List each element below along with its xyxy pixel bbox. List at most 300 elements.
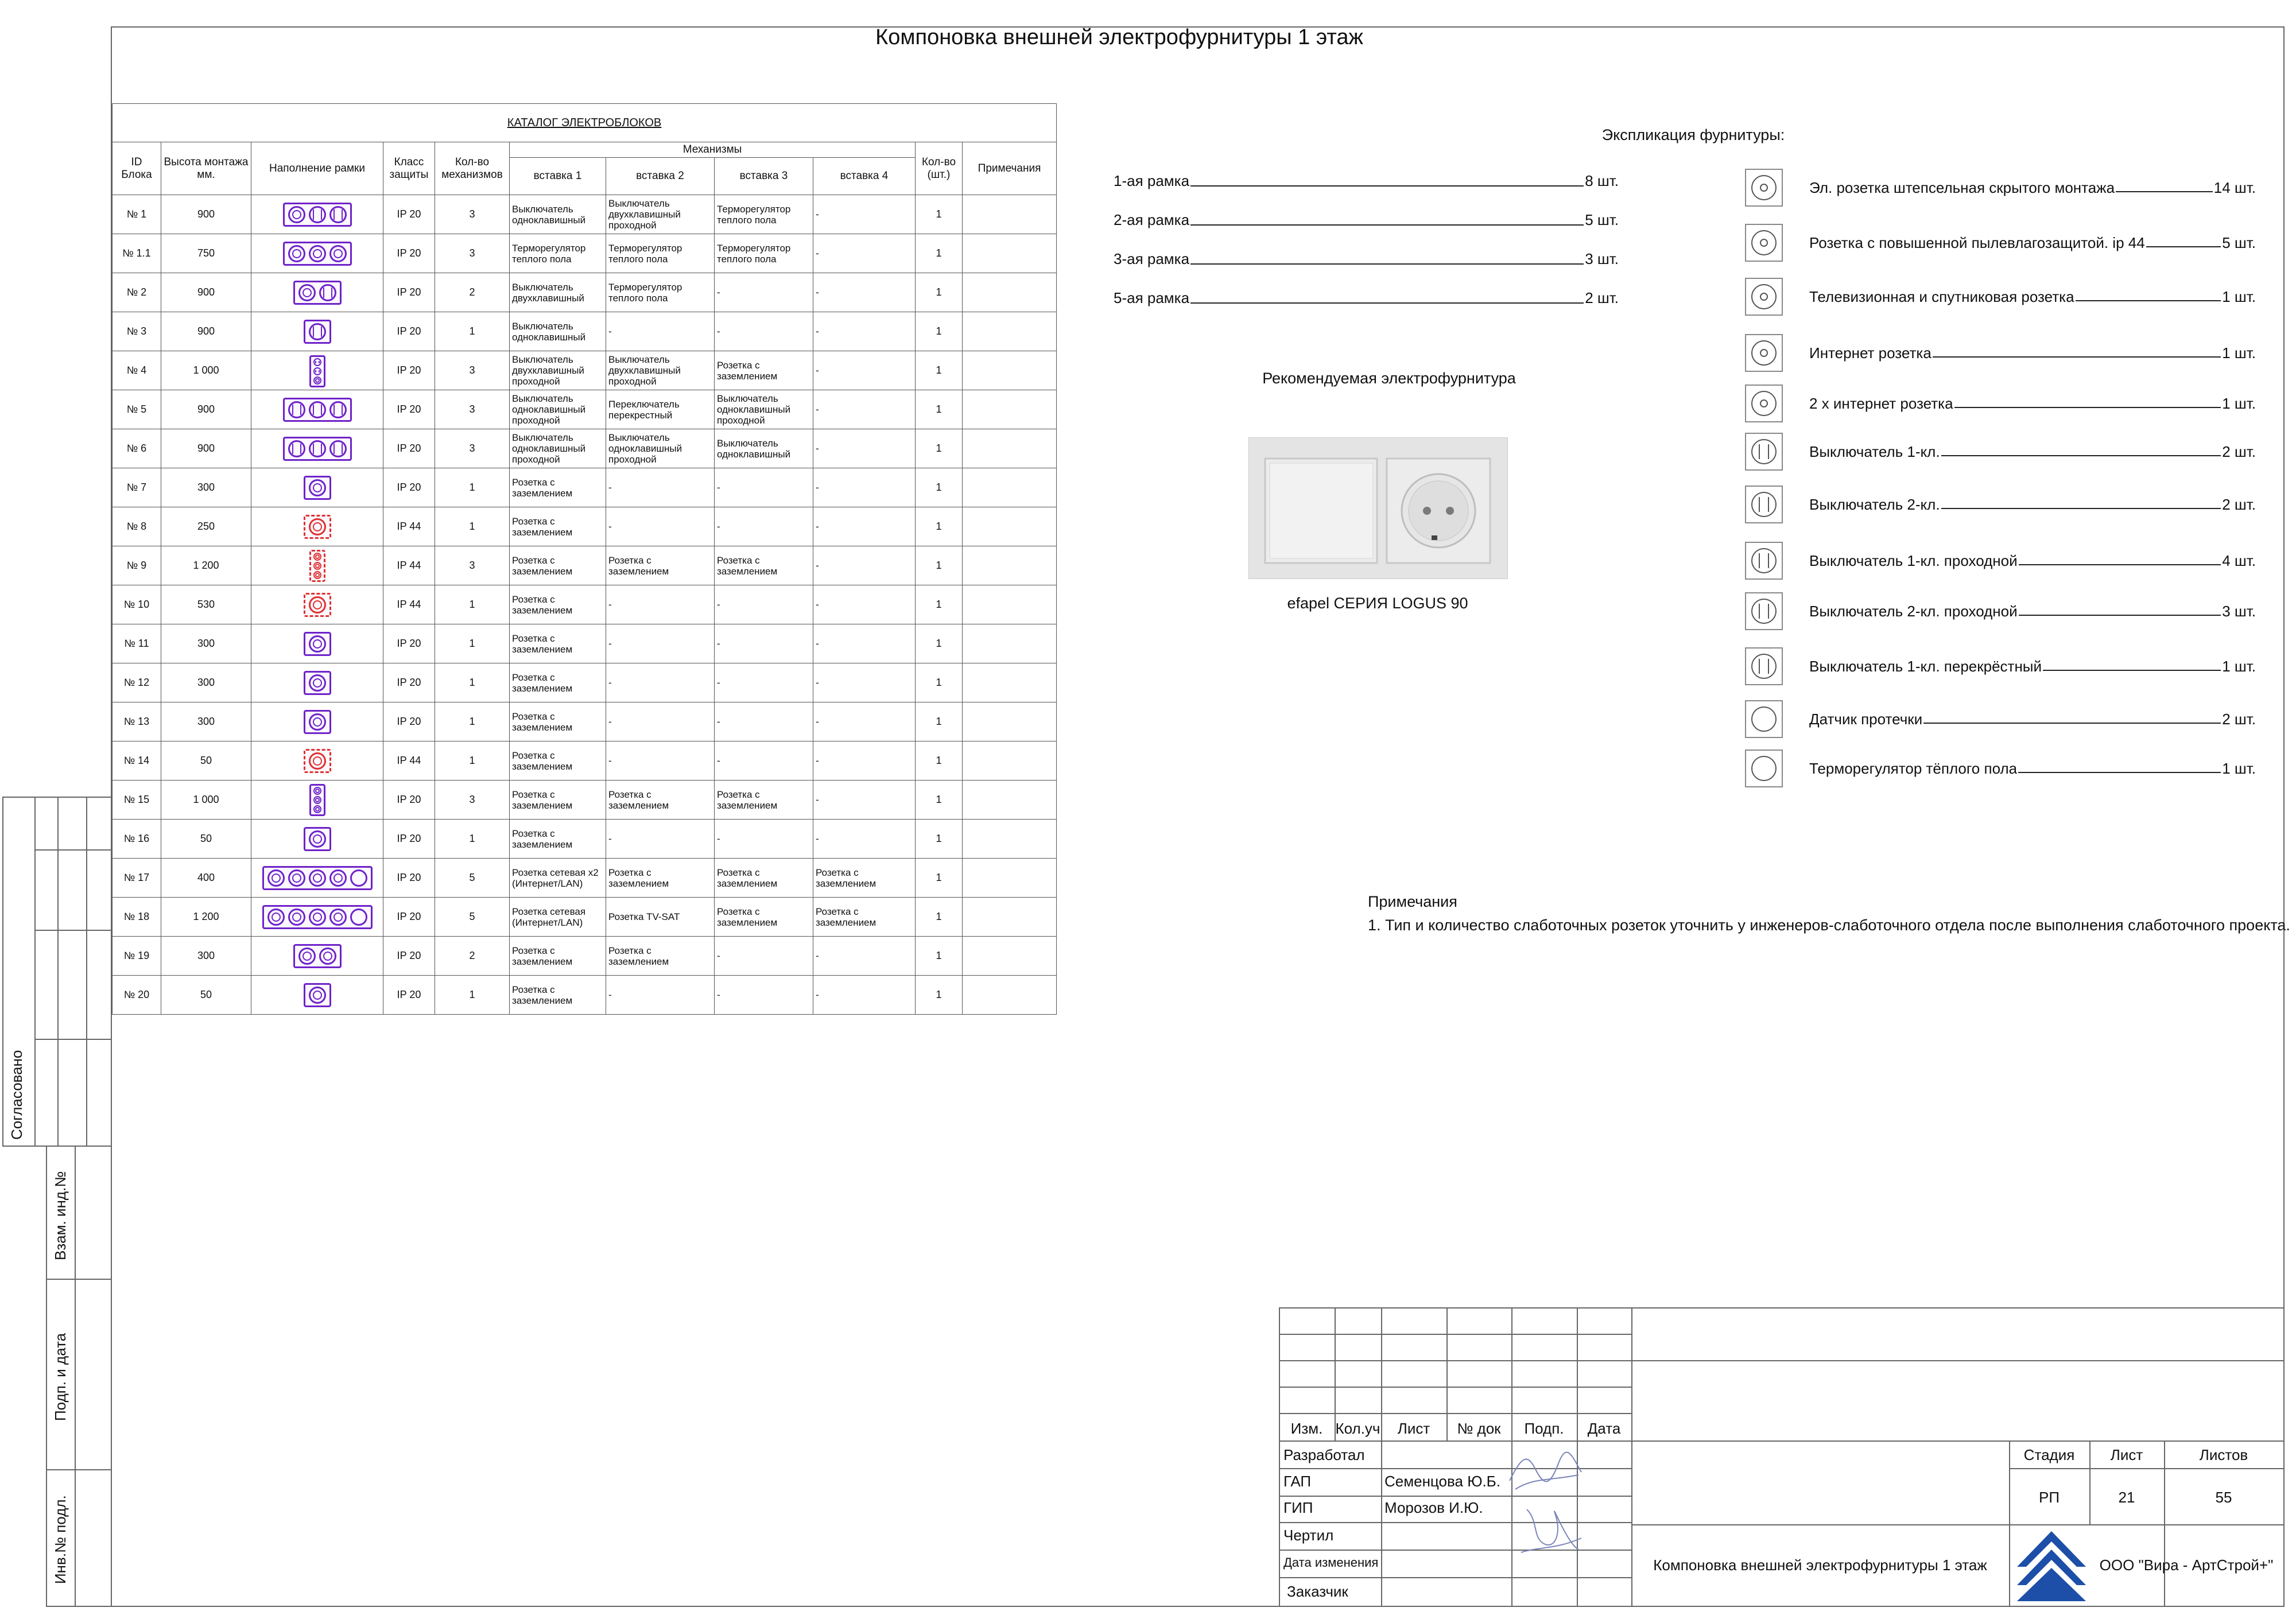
cell-ip: IP 20 [383,663,435,702]
blank-icon [350,908,367,926]
explication-label: Выключатель 2-кл. проходной [1809,602,2018,620]
col-notes: Примечания [963,142,1057,195]
socket-icon [309,479,326,496]
cell-m1: Розетка с заземлением [510,741,606,781]
leader-line [2019,564,2221,565]
cell-m2: Переключатель перекрестный [606,390,715,429]
cell-ip: IP 20 [383,468,435,507]
cell-m1: Выключатель одноклавишный проходной [510,390,606,429]
socket-icon [309,752,326,770]
explication-label: Телевизионная и спутниковая розетка [1809,288,2074,305]
socket-icon [313,571,321,579]
switch-icon [313,367,321,375]
tb-role-drew: Чертил [1283,1527,1334,1544]
cell-ip: IP 44 [383,546,435,585]
cell-count: 1 [435,585,510,624]
sheet-title: Компоновка внешней электрофурнитуры 1 этаж [875,25,1363,49]
cell-m1: Розетка с заземлением [510,702,606,741]
cell-m3: - [715,820,813,859]
cell-note [963,859,1057,898]
cell-note [963,781,1057,820]
cell-m1: Выключатель двухклавишный [510,273,606,312]
explication-label: Датчик протечки [1809,710,1923,728]
cell-height: 50 [161,820,251,859]
cell-ip: IP 20 [383,976,435,1015]
cell-id: № 14 [113,741,161,781]
cell-height: 300 [161,937,251,976]
internet-socket-icon [1745,334,1783,372]
floor-thermostat-icon [1745,750,1783,787]
explication-item [1745,484,2256,525]
switch-icon [313,358,321,366]
cell-m2: - [606,741,715,781]
cell-id: № 4 [113,351,161,390]
catalog-row [113,390,1057,429]
cell-m3: - [715,468,813,507]
company-logo [2014,1527,2089,1602]
cell-count: 5 [435,859,510,898]
leader-line [1941,508,2221,509]
cell-m4: - [813,546,916,585]
col-class: Класс защиты [383,142,435,195]
leader-line [1933,356,2221,358]
cell-m4: - [813,390,916,429]
cell-m1: Выключатель одноклавишный [510,312,606,351]
switch-1-pass-icon [1745,542,1783,580]
side-agreed: Согласовано [8,1050,25,1140]
cell-m1: Розетка с заземлением [510,781,606,820]
frames-summary-qty: 5 шт. [1585,211,1619,228]
frame-icon [309,355,325,387]
leader-line [2043,670,2221,671]
signature-gap [1504,1446,1584,1498]
frame-icon [309,784,325,816]
explication-item [1745,333,2256,373]
sheet-right-border [2283,26,2285,1606]
cell-frame [251,312,383,351]
cell-frame [251,390,383,429]
socket-icon [309,869,326,887]
cell-count: 3 [435,351,510,390]
tb-sheet-label: Лист [2110,1446,2143,1463]
cell-m3: Выключатель одноклавишный [715,429,813,468]
catalog-row [113,741,1057,781]
cell-m2: - [606,702,715,741]
blank-icon [350,869,367,887]
explication-title: Экспликация фурнитуры: [1601,126,1785,143]
cell-m1: Розетка с заземлением [510,976,606,1015]
socket-icon [267,908,285,926]
tb-col-list: Лист [1397,1420,1430,1437]
frame-icon [304,983,331,1007]
cell-m4: - [813,741,916,781]
cell-m4: - [813,351,916,390]
cell-m4: - [813,195,916,234]
cell-qty: 1 [916,624,963,663]
cell-id: № 11 [113,624,161,663]
cell-id: № 9 [113,546,161,585]
tb-drawing-title: Компоновка внешней электрофурнитуры 1 этаж [1653,1556,1987,1574]
side-replace-inv: Взам. инд.№ [52,1171,69,1260]
cell-m4: - [813,273,916,312]
cell-frame [251,507,383,546]
explication-qty: 1 шт. [2222,288,2256,305]
cell-note [963,507,1057,546]
socket-icon [319,948,336,965]
cell-m3: Розетка с заземлением [715,859,813,898]
frame-icon [304,749,331,773]
socket-icon [329,869,347,887]
cell-m2: Розетка с заземлением [606,781,715,820]
switch-icon [329,401,347,418]
cell-m3: - [715,273,813,312]
cell-m4: - [813,429,916,468]
leader-line [2116,191,2213,192]
cell-note [963,234,1057,273]
switch-icon [329,440,347,457]
cell-height: 250 [161,507,251,546]
sheet-bottom-border [46,1606,2285,1607]
socket-ip44-icon [1745,224,1783,262]
cell-m3: - [715,741,813,781]
cell-qty: 1 [916,663,963,702]
explication-qty: 5 шт. [2222,234,2256,251]
cell-qty: 1 [916,741,963,781]
socket-icon [288,869,305,887]
catalog-row [113,234,1057,273]
cell-note [963,546,1057,585]
cell-height: 300 [161,624,251,663]
cell-qty: 1 [916,429,963,468]
frame-icon [283,398,352,422]
socket-icon [267,869,285,887]
frames-summary-label: 1-ая рамка [1114,172,1190,189]
cell-m2: Выключатель двухклавишный проходной [606,351,715,390]
cell-height: 400 [161,859,251,898]
cell-m3: - [715,702,813,741]
catalog-row [113,195,1057,234]
tb-sheets-value: 55 [2215,1489,2232,1506]
cell-height: 300 [161,663,251,702]
catalog-row [113,546,1057,585]
tb-role-client: Заказчик [1287,1583,1348,1600]
cell-m1: Розетка с заземлением [510,663,606,702]
cell-note [963,820,1057,859]
cell-count: 1 [435,507,510,546]
cell-ip: IP 20 [383,390,435,429]
socket-icon [309,245,326,262]
catalog-row [113,624,1057,663]
cell-m1: Розетка с заземлением [510,468,606,507]
frame-icon [283,242,352,266]
tb-role-gip: ГИП [1283,1499,1313,1516]
recommended-caption: efapel СЕРИЯ LOGUS 90 [1287,595,1468,612]
cell-ip: IP 20 [383,312,435,351]
cell-m4: - [813,820,916,859]
cell-ip: IP 20 [383,859,435,898]
cell-m2: - [606,507,715,546]
cell-note [963,702,1057,741]
explication-qty: 1 шт. [2222,657,2256,675]
cell-id: № 20 [113,976,161,1015]
cell-height: 900 [161,390,251,429]
frame-icon [304,710,331,734]
explication-label: Выключатель 2-кл. [1809,495,1940,513]
cell-frame [251,585,383,624]
cell-m2: - [606,468,715,507]
explication-item [1745,432,2256,472]
explication-qty: 3 шт. [2222,602,2256,620]
socket-icon [313,562,321,570]
switch-icon [309,206,326,223]
cell-frame [251,898,383,937]
cell-height: 1 000 [161,351,251,390]
cell-height: 1 200 [161,898,251,937]
switch-1-icon [1745,433,1783,471]
cell-qty: 1 [916,351,963,390]
cell-count: 1 [435,976,510,1015]
leader-line [2019,615,2221,616]
cell-ip: IP 20 [383,781,435,820]
cell-ip: IP 20 [383,624,435,663]
cell-note [963,663,1057,702]
side-inv-no: Инв.№ подл. [52,1495,69,1584]
socket-icon [288,245,305,262]
cell-count: 1 [435,820,510,859]
explication-qty: 2 шт. [2222,442,2256,460]
frame-icon [262,866,373,890]
catalog-row [113,663,1057,702]
leader-line [1941,455,2221,456]
cell-count: 1 [435,468,510,507]
frames-summary-qty: 2 шт. [1585,289,1619,306]
cell-m1: Выключатель одноклавишный [510,195,606,234]
cell-count: 3 [435,429,510,468]
frame-icon [309,550,325,582]
explication-label: Интернет розетка [1809,344,1932,362]
frames-summary-label: 5-ая рамка [1114,289,1190,306]
switch-icon [329,206,347,223]
leader-line [1190,250,1584,265]
cell-frame [251,195,383,234]
tb-name-gap: Семенцова Ю.Б. [1384,1473,1500,1490]
cell-m2: Выключатель двухклавишный проходной [606,195,715,234]
socket-icon [313,796,321,804]
socket-icon [313,805,321,813]
catalog-row [113,898,1057,937]
cell-count: 2 [435,273,510,312]
cell-ip: IP 44 [383,741,435,781]
cell-m3: - [715,312,813,351]
cell-m1: Розетка с заземлением [510,585,606,624]
cell-id: № 12 [113,663,161,702]
cell-m3: - [715,976,813,1015]
leader-line [2146,246,2221,247]
cell-height: 1 200 [161,546,251,585]
cell-m2: - [606,976,715,1015]
catalog-row [113,312,1057,351]
cell-m3: - [715,585,813,624]
cell-m1: Выключатель одноклавишный проходной [510,429,606,468]
cell-qty: 1 [916,195,963,234]
cell-count: 3 [435,546,510,585]
catalog-row [113,273,1057,312]
cell-qty: 1 [916,234,963,273]
cell-height: 300 [161,702,251,741]
cell-count: 3 [435,234,510,273]
frame-icon [304,320,331,344]
cell-ip: IP 20 [383,195,435,234]
cell-id: № 3 [113,312,161,351]
switch-icon [309,440,326,457]
cell-qty: 1 [916,546,963,585]
explication-item [1745,699,2256,739]
tb-name-gip: Морозов И.Ю. [1384,1499,1483,1516]
cell-height: 300 [161,468,251,507]
explication-item [1745,541,2256,581]
leader-line [2018,772,2221,773]
cell-m1: Розетка сетевая x2 (Интернет/LAN) [510,859,606,898]
cell-qty: 1 [916,859,963,898]
cell-qty: 1 [916,312,963,351]
cell-count: 5 [435,898,510,937]
leader-line [2076,300,2221,301]
cell-height: 900 [161,273,251,312]
cell-height: 750 [161,234,251,273]
frame-icon [304,515,331,539]
recommended-title: Рекомендуемая электрофурнитура [1262,370,1516,387]
col-height: Высота монтажа мм. [161,142,251,195]
cell-qty: 1 [916,507,963,546]
cell-id: № 10 [113,585,161,624]
socket-icon [298,284,316,301]
cell-m3: - [715,624,813,663]
cell-m4: - [813,702,916,741]
catalog-row [113,468,1057,507]
tb-sheet-value: 21 [2118,1489,2135,1506]
catalog-row [113,507,1057,546]
cell-height: 900 [161,429,251,468]
cell-id: № 16 [113,820,161,859]
explication-item [1745,646,2256,686]
cell-ip: IP 20 [383,820,435,859]
cell-id: № 1 [113,195,161,234]
frame-icon [304,476,331,500]
cell-note [963,624,1057,663]
cell-id: № 2 [113,273,161,312]
catalog-row [113,585,1057,624]
col-qty: Кол-во (шт.) [916,142,963,195]
explication-label: Выключатель 1-кл. перекрёстный [1809,657,2042,675]
cell-m4: - [813,234,916,273]
cell-m4: - [813,781,916,820]
frame-icon [262,905,373,929]
tb-role-gap: ГАП [1283,1473,1312,1490]
cell-frame [251,351,383,390]
explication-qty: 1 шт. [2222,344,2256,362]
col-insert1: вставка 1 [510,158,606,195]
tb-role-developed: Разработал [1283,1446,1365,1463]
socket-icon [329,245,347,262]
cell-m4: Розетка с заземлением [813,859,916,898]
cell-frame [251,234,383,273]
frame-icon [304,593,331,617]
explication-label: Розетка с повышенной пылевлагозащитой. ip 44 [1809,234,2145,251]
explication-qty: 4 шт. [2222,552,2256,569]
cell-height: 900 [161,195,251,234]
cell-frame [251,702,383,741]
cell-id: № 8 [113,507,161,546]
cell-m3: Розетка с заземлением [715,546,813,585]
cell-height: 1 000 [161,781,251,820]
tb-col-kolуч: Кол.уч [1335,1420,1380,1437]
cell-m4: - [813,585,916,624]
cell-m3: - [715,937,813,976]
socket-icon [313,376,321,385]
cell-count: 1 [435,702,510,741]
cell-ip: IP 20 [383,429,435,468]
side-sign-date: Подп. и дата [52,1333,69,1421]
cell-m4: - [813,663,916,702]
catalog-caption: КАТАЛОГ ЭЛЕКТРОБЛОКОВ [113,104,1057,142]
socket-icon [309,908,326,926]
cell-frame [251,820,383,859]
frames-summary-label: 3-ая рамка [1114,250,1190,267]
cell-qty: 1 [916,937,963,976]
switch-icon [309,401,326,418]
cell-qty: 1 [916,781,963,820]
tb-col-date: Дата [1587,1420,1621,1437]
leader-line [1190,289,1584,304]
cell-m1: Розетка с заземлением [510,937,606,976]
explication-qty: 14 шт. [2213,178,2256,196]
cell-ip: IP 20 [383,898,435,937]
leader-line [1923,723,2221,724]
col-insert2: вставка 2 [606,158,715,195]
cell-count: 3 [435,781,510,820]
cell-m1: Розетка сетевая (Интернет/LAN) [510,898,606,937]
socket-icon [309,987,326,1004]
cell-m4: - [813,976,916,1015]
explication-qty: 2 шт. [2222,710,2256,728]
cell-m3: Розетка с заземлением [715,781,813,820]
catalog-table [112,103,1056,1015]
frame-icon [304,632,331,656]
socket-icon [298,948,316,965]
cell-height: 50 [161,741,251,781]
explication-qty: 1 шт. [2222,759,2256,777]
socket-icon [309,596,326,614]
explication-item [1745,223,2256,263]
cell-id: № 18 [113,898,161,937]
cell-ip: IP 20 [383,937,435,976]
cell-m2: Розетка с заземлением [606,937,715,976]
explication-item [1745,591,2256,631]
cell-frame [251,741,383,781]
frame-icon [283,203,352,227]
switch-icon [288,440,305,457]
frame-icon [293,944,342,968]
tb-col-izm: Изм. [1290,1420,1323,1437]
explication-label: Эл. розетка штепсельная скрытого монтажа [1809,178,2115,196]
cell-note [963,468,1057,507]
explication-item [1745,277,2256,317]
frames-summary-qty: 3 шт. [1585,250,1619,267]
socket-icon [309,830,326,848]
cell-m4: - [813,624,916,663]
cell-qty: 1 [916,702,963,741]
explication-qty: 1 шт. [2222,394,2256,412]
